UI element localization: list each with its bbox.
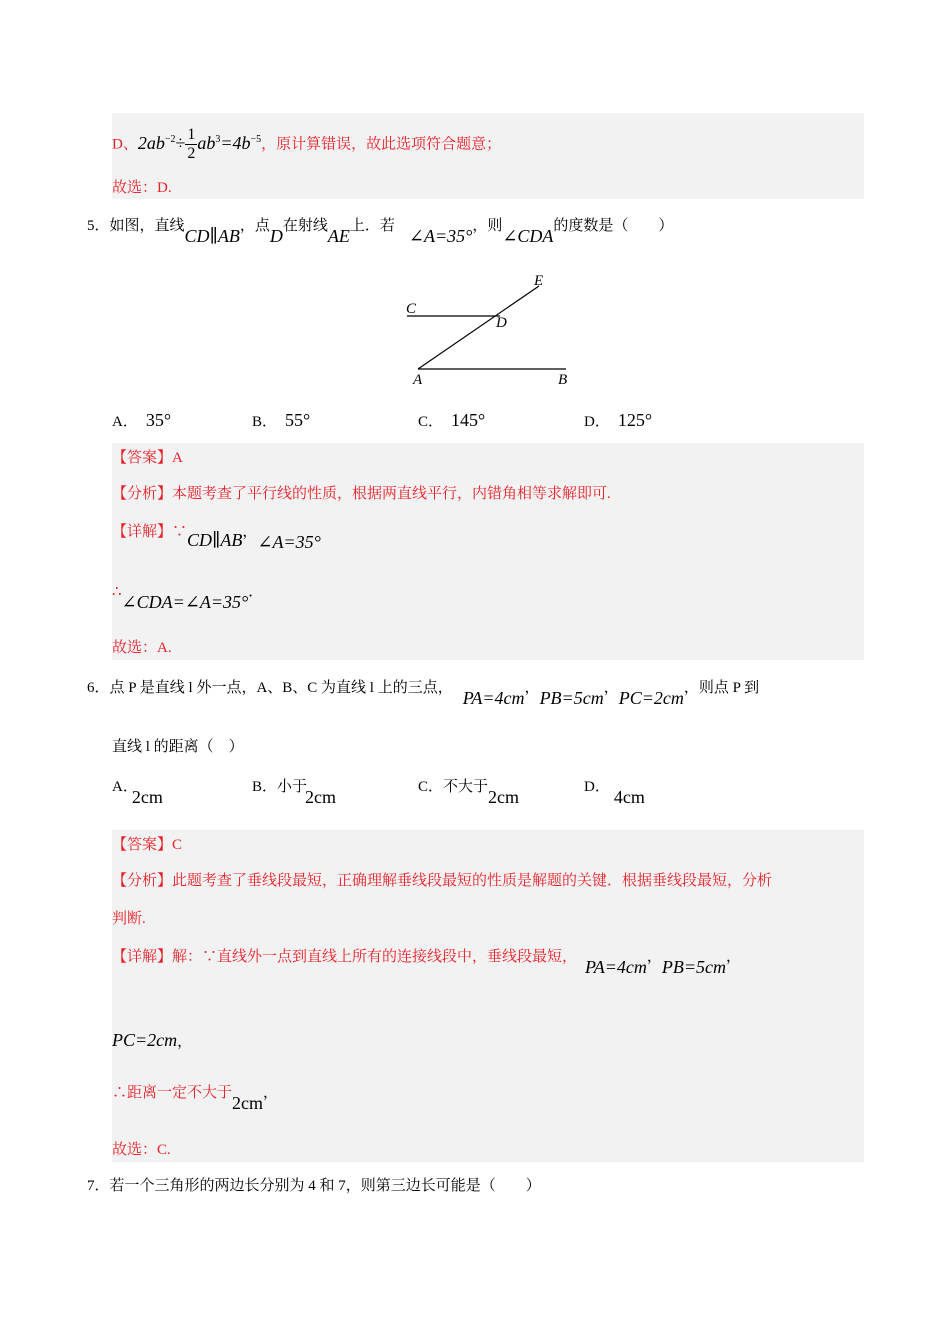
analysis-q5 — [112, 484, 611, 504]
math-angle-a: ∠A=35° — [257, 532, 321, 552]
stem-text: ，点 — [239, 218, 270, 234]
question-5-stem — [87, 214, 673, 248]
option-key: D． — [584, 779, 610, 795]
math-2cm: 2cm — [232, 1093, 264, 1113]
option-d-text: ，原计算错误，故此选项符合题意； — [261, 136, 502, 153]
solution-block-q5 — [112, 443, 864, 660]
comma: ， — [725, 949, 741, 965]
formula-d-div: ÷ — [175, 132, 186, 153]
comma: ， — [242, 524, 258, 540]
therefore-q5 — [112, 580, 264, 612]
conclusion-q6: 故选：C. — [112, 1142, 171, 1158]
label-a: A — [413, 372, 423, 388]
label-e: E — [534, 273, 544, 289]
answer-q6 — [112, 835, 182, 855]
math-pa: PA=4cm — [462, 688, 525, 708]
detail-q5 — [112, 520, 321, 552]
analysis-label: 【分析】 — [112, 486, 173, 502]
analysis-text: 本题考查了平行线的性质，根据两直线平行，内错角相等求解即可. — [172, 486, 611, 502]
stem-text: 上．若 — [349, 218, 395, 234]
math-angle-cda: ∠CDA — [502, 226, 554, 246]
option-key: A． — [112, 779, 138, 795]
answer-value: C — [172, 837, 183, 853]
detail-q6-line2 — [112, 1030, 192, 1052]
formula-d-exp3: −5 — [250, 133, 262, 145]
answer-label: 【答案】 — [112, 837, 173, 853]
conclusion-q5: 故选：A. — [112, 640, 172, 656]
comma: ， — [263, 1085, 279, 1101]
analysis-label: 【分析】 — [112, 873, 173, 889]
option-d-explanation — [112, 126, 501, 163]
option-d — [584, 775, 645, 807]
question-number: 5． — [87, 218, 110, 234]
math-pc: PC=2cm — [618, 688, 684, 708]
question-number: 6． — [87, 680, 110, 696]
because-symbol: ∵ — [172, 524, 188, 540]
comma: ， — [646, 949, 662, 965]
period: ． — [248, 584, 264, 600]
stem-text: ，则点 P 到 — [683, 680, 760, 696]
option-value: 4cm — [613, 787, 645, 807]
option-value: 145° — [451, 410, 486, 430]
therefore-text: ∴距离一定不大于 — [112, 1085, 233, 1101]
ray-ae — [418, 286, 539, 369]
option-prefix: 小于 — [277, 779, 308, 795]
formula-d-exp1: −2 — [164, 133, 176, 145]
option-value: 2cm — [131, 787, 163, 807]
comma: ， — [177, 1034, 193, 1050]
label-c: C — [406, 301, 417, 317]
conclusion-q4: 故选：D. — [112, 180, 172, 196]
formula-d-exp2: 3 — [215, 133, 221, 145]
fraction-denominator: 2 — [187, 145, 196, 162]
formula-d-fraction — [185, 126, 197, 163]
math-pb: PB=5cm — [539, 688, 604, 708]
math-pc: PC=2cm — [112, 1030, 178, 1050]
stem-text: 若一个三角形的两边长分别为 4 和 7，则第三边长可能是（ ） — [109, 1178, 541, 1194]
comma: ， — [603, 680, 619, 696]
option-value: 55° — [285, 410, 311, 430]
answer-value: A — [172, 450, 183, 466]
math-angle-cda: ∠CDA=∠A=35° — [121, 592, 249, 612]
answer-q5 — [112, 448, 183, 468]
label-d: D — [496, 315, 507, 331]
detail-label: 【详解】 — [112, 949, 173, 965]
option-key: B． — [252, 779, 278, 795]
question-number: 7． — [87, 1178, 110, 1194]
label-b: B — [558, 372, 568, 388]
answer-label: 【答案】 — [112, 450, 173, 466]
question-6-line2: 直线 l 的距离（ ） — [112, 739, 244, 755]
math-cd-parallel-ab: CD∥AB — [187, 530, 243, 550]
formula-d-part3: =4b — [220, 132, 251, 153]
geometry-figure — [400, 268, 580, 392]
math-pb: PB=5cm — [661, 957, 726, 977]
therefore-q6 — [112, 1081, 279, 1113]
detail-label: 【详解】 — [112, 524, 173, 540]
math-d: D — [269, 226, 283, 246]
option-c — [418, 410, 485, 432]
option-value: 35° — [145, 410, 172, 430]
analysis-text: 此题考查了垂线段最短，正确理解垂线段最短的性质是解题的关键．根据垂线段最短，分析 — [172, 873, 773, 889]
therefore-symbol: ∴ — [112, 584, 122, 600]
option-prefix: 不大于 — [443, 779, 489, 795]
comma: ， — [524, 680, 540, 696]
option-value: 125° — [617, 410, 653, 430]
option-b — [252, 775, 337, 807]
fraction-numerator: 1 — [187, 126, 196, 143]
question-7-stem — [87, 1176, 541, 1196]
option-key: C． — [418, 779, 444, 795]
option-a — [112, 410, 171, 432]
analysis-q6-line2: 判断. — [112, 911, 146, 927]
math-angle-a: ∠A=35° — [408, 226, 473, 246]
stem-text: ，则 — [472, 218, 503, 234]
option-key: C． — [418, 414, 444, 430]
option-a — [112, 775, 163, 807]
formula-d-part2: ab — [197, 132, 216, 153]
detail-q6 — [112, 945, 741, 977]
formula-d — [137, 126, 262, 162]
math-pa: PA=4cm — [585, 957, 647, 977]
option-d-prefix: D、 — [112, 136, 138, 153]
option-b — [252, 410, 310, 432]
math-cd-parallel-ab: CD∥AB — [184, 226, 240, 246]
option-key: B． — [252, 414, 278, 430]
option-value: 2cm — [488, 787, 520, 807]
stem-text: 在射线 — [282, 218, 328, 234]
option-c — [418, 775, 520, 807]
question-6-stem — [87, 676, 759, 710]
math-ae: AE — [327, 226, 350, 246]
option-key: A． — [112, 414, 138, 430]
option-d — [584, 410, 652, 432]
stem-text: 的度数是（ ） — [553, 218, 674, 234]
stem-text: 如图，直线 — [109, 218, 185, 234]
detail-text: 解：∵直线外一点到直线上所有的连接线段中，垂线段最短， — [172, 949, 578, 965]
stem-text: 点 P 是直线 l 外一点，A、B、C 为直线 l 上的三点， — [109, 680, 453, 696]
analysis-q6 — [112, 871, 772, 891]
option-key: D． — [584, 414, 610, 430]
option-value: 2cm — [305, 787, 337, 807]
formula-d-part1: 2ab — [137, 132, 165, 153]
